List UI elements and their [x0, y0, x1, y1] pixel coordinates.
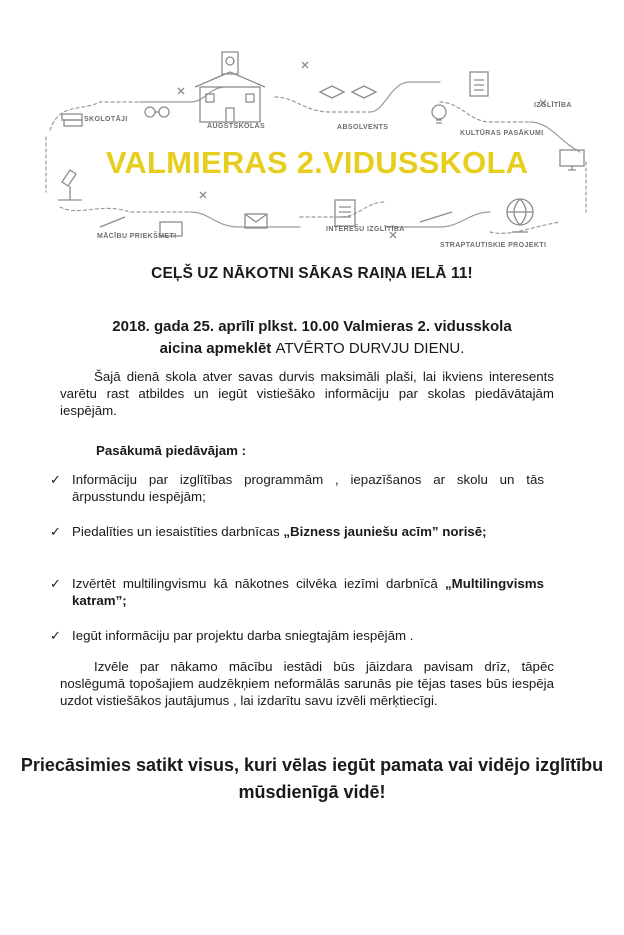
- checkmark-icon: ✓: [50, 576, 61, 591]
- banner-label-starptautiskie: STRAPTAUTISKIE PROJEKTI: [440, 242, 547, 249]
- intro-line-2-prefix: aicina apmeklēt: [159, 340, 276, 357]
- list-item-text: Iegūt informāciju par projektu darba sniegtajām iespējām .: [72, 628, 414, 643]
- offer-heading: Pasākumā piedāvājam :: [96, 443, 247, 458]
- list-item-text: [72, 575, 544, 609]
- list-item-text: Informāciju par izglītības programmām , iepazīšanos ar skolu un tās ārpusstundu iespējām;: [72, 472, 544, 504]
- banner-label-kulturas: KULTŪRAS PASĀKUMI: [460, 130, 544, 137]
- list-item-text: [72, 523, 544, 540]
- banner-label-augstskolas: AUGSTSKOLAS: [207, 123, 266, 130]
- list-item-prefix: Izvērtēt multilingvismu kā nākotnes cilvēka iezīmi darbnīcā: [72, 576, 445, 591]
- open-doors-day: ATVĒRTO DURVJU DIENU.: [275, 340, 465, 357]
- banner-label-izglitiba: IZGLĪTĪBA: [534, 102, 572, 109]
- checkmark-icon: ✓: [50, 628, 61, 643]
- checkmark-icon: ✓: [50, 524, 61, 539]
- banner-label-absolvents: ABSOLVENTS: [337, 124, 389, 131]
- school-banner: [40, 42, 592, 260]
- workshop-name: „Multilingvisms katram”;: [72, 576, 544, 608]
- banner-label-macibu: MĀCĪBU PRIEKŠMETI: [97, 233, 177, 240]
- intro-line-2: [30, 338, 594, 360]
- workshop-name: „Bizness jauniešu acīm” norisē;: [283, 524, 487, 539]
- headline: CEĻŠ UZ NĀKOTNI SĀKAS RAIŅA IELĀ 11!: [151, 265, 473, 282]
- banner-label-skolotaji: SKOLOTĀJI: [84, 116, 128, 123]
- list-item-prefix: Piedalīties un iesaistīties darbnīcas: [72, 524, 284, 539]
- banner-label-interesu: INTEREŠU IZGLĪTĪBA: [326, 226, 405, 233]
- intro: [30, 316, 594, 360]
- paragraph-2: Izvēle par nākamo mācību iestādi būs jāizdara pavisam drīz, tāpēc noslēgumā topošajiem audzēkņiem neformālās sarunās pie tējas tases būs iespēja uzdot vistiešākos jautājumus , lai izdarītu savu izvēli mērķtiecīgi.: [60, 659, 554, 708]
- school-title: VALMIERAS 2.VIDUSSKOLA: [105, 145, 529, 180]
- paragraph-1: Šajā dienā skola atver savas durvis maksimāli plaši, lai ikviens interesents varētu rast atbildes un iegūt vistiešāko informāciju par skolas piedāvātajām iespējām.: [60, 369, 554, 418]
- intro-line-1: 2018. gada 25. aprīlī plkst. 10.00 Valmieras 2. vidusskola: [112, 318, 512, 335]
- closing-statement: Priecāsimies satikt visus, kuri vēlas iegūt pamata vai vidējo izglītību mūsdienīgā vidē!: [20, 755, 604, 802]
- checkmark-icon: ✓: [50, 472, 61, 487]
